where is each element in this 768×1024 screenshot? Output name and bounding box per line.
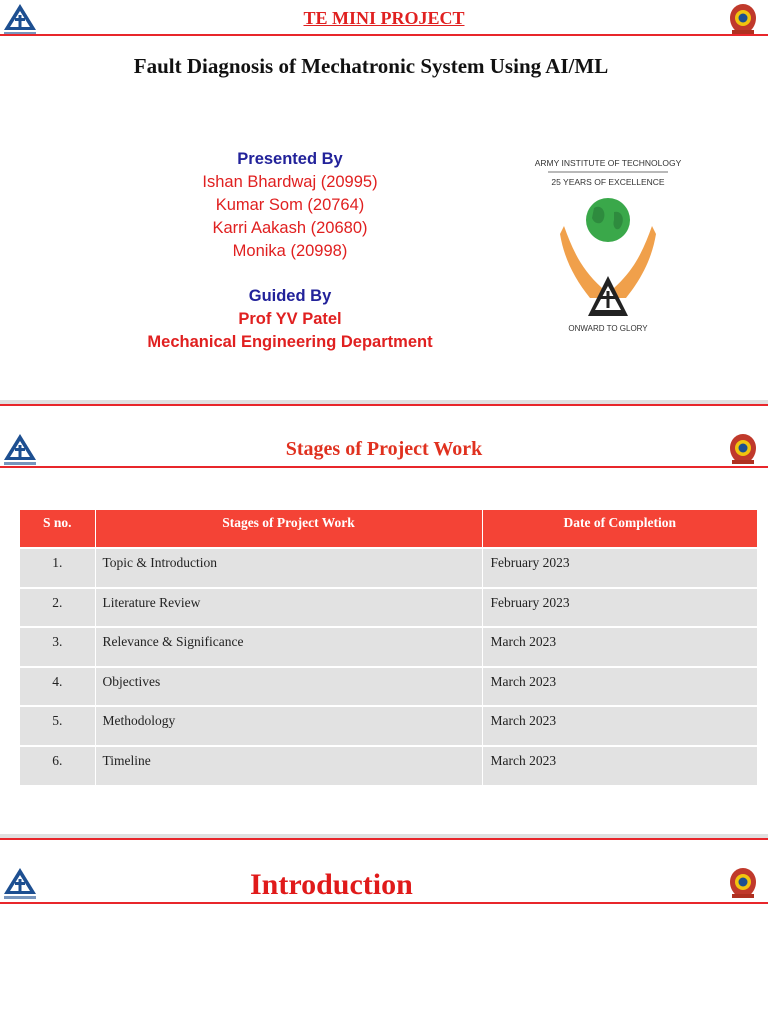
presenter-name: Ishan Bhardwaj (20995) (202, 173, 378, 191)
table-cell: 5. (20, 706, 95, 746)
stages-title: Stages of Project Work (285, 438, 483, 460)
table-row (20, 746, 758, 786)
logo-line2: 25 YEARS OF EXCELLENCE (551, 177, 665, 187)
army-crest-icon (728, 2, 758, 36)
table-cell: Topic & Introduction (95, 548, 482, 588)
table-cell: March 2023 (482, 746, 758, 786)
title-slide (0, 0, 768, 400)
table-cell: Methodology (95, 706, 482, 746)
presented-by-label: Presented By (237, 150, 343, 168)
table-cell: Timeline (95, 746, 482, 786)
guide-name: Prof YV Patel (238, 310, 342, 328)
table-cell: March 2023 (482, 627, 758, 667)
logo-line1: ARMY INSTITUTE OF TECHNOLOGY (534, 158, 682, 168)
logo-motto: ONWARD TO GLORY (568, 324, 648, 333)
table-cell: 6. (20, 746, 95, 786)
table-cell: March 2023 (482, 667, 758, 707)
ait-25-years-logo (534, 148, 682, 348)
table-row (20, 548, 758, 588)
table-cell: March 2023 (482, 706, 758, 746)
table-cell: Literature Review (95, 588, 482, 628)
introduction-title: Introduction (250, 868, 413, 901)
table-cell: 1. (20, 548, 95, 588)
stages-table (20, 510, 758, 785)
army-crest-icon (728, 432, 758, 466)
table-cell: February 2023 (482, 548, 758, 588)
column-header: Date of Completion (482, 510, 758, 548)
table-header-row (20, 510, 758, 548)
project-header: TE MINI PROJECT (303, 8, 465, 28)
ait-triangle-logo-icon (2, 866, 38, 902)
table-cell: Relevance & Significance (95, 627, 482, 667)
presenter-name: Kumar Som (20764) (215, 196, 365, 214)
guided-by-label: Guided By (248, 287, 332, 305)
presenter-name: Karri Aakash (20680) (212, 219, 368, 237)
department-name: Mechanical Engineering Department (147, 333, 433, 351)
table-cell: 3. (20, 627, 95, 667)
table-cell: Objectives (95, 667, 482, 707)
table-row (20, 588, 758, 628)
presenters-block (100, 148, 480, 354)
stages-slide (0, 404, 768, 834)
table-cell: 4. (20, 667, 95, 707)
introduction-slide (0, 838, 768, 1024)
table-row (20, 627, 758, 667)
column-header: Stages of Project Work (95, 510, 482, 548)
column-header: S no. (20, 510, 95, 548)
project-title: Fault Diagnosis of Mechatronic System Using AI/ML (133, 54, 609, 78)
army-crest-icon (728, 866, 758, 900)
table-row (20, 667, 758, 707)
presenter-name: Monika (20998) (232, 242, 348, 260)
table-cell: February 2023 (482, 588, 758, 628)
table-row (20, 706, 758, 746)
table-cell: 2. (20, 588, 95, 628)
